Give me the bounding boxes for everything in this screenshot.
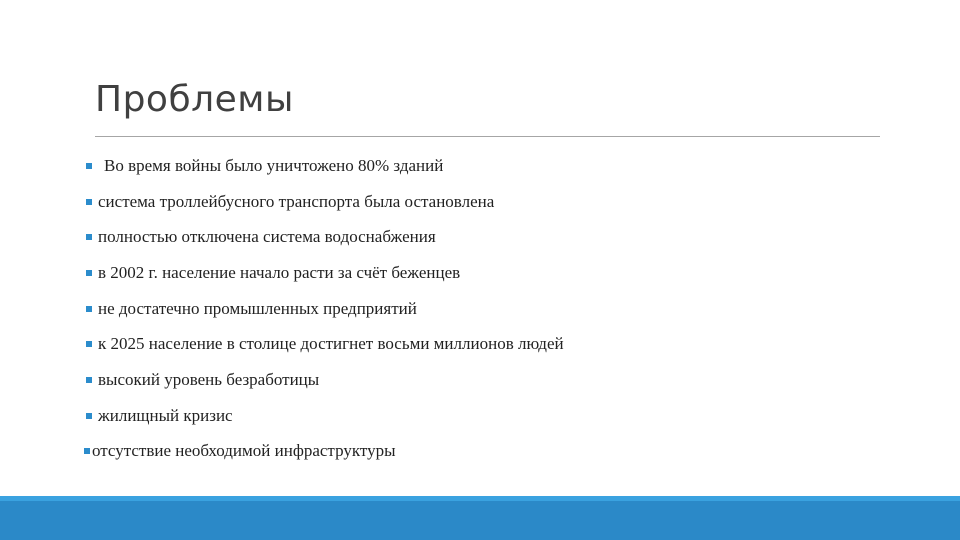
square-bullet-icon (86, 306, 92, 312)
square-bullet-icon (86, 377, 92, 383)
title-divider (95, 136, 880, 137)
footer-accent-highlight (0, 496, 960, 501)
square-bullet-icon (86, 163, 92, 169)
list-item (86, 255, 564, 291)
square-bullet-icon (86, 341, 92, 347)
list-item (86, 398, 564, 434)
square-bullet-icon (86, 270, 92, 276)
list-item (86, 291, 564, 327)
bullet-text: жилищный кризис (98, 405, 233, 425)
bullet-text: система троллейбусного транспорта была остановлена (98, 191, 495, 211)
list-item (86, 148, 564, 184)
bullet-text: полностью отключена система водоснабжения (98, 227, 436, 247)
footer-accent-bar (0, 496, 960, 540)
square-bullet-icon (86, 199, 92, 205)
list-item (86, 219, 564, 255)
bullet-text: к 2025 население в столице достигнет восьми миллионов людей (98, 334, 564, 354)
square-bullet-icon (86, 234, 92, 240)
list-item (86, 362, 564, 398)
list-item (86, 184, 564, 220)
bullet-text: Во время войны было уничтожено 80% зданий (104, 155, 444, 175)
bullet-text: отсутствие необходимой инфраструктуры (92, 441, 396, 461)
bullet-list (86, 148, 564, 469)
bullet-text: высокий уровень безработицы (98, 369, 320, 389)
bullet-text: не достатечно промышленных предприятий (98, 298, 417, 318)
bullet-text: в 2002 г. население начало расти за счёт беженцев (98, 262, 461, 282)
slide-title: Проблемы (95, 79, 294, 120)
list-item (86, 434, 564, 470)
list-item (86, 326, 564, 362)
square-bullet-icon (86, 413, 92, 419)
square-bullet-icon (84, 448, 90, 454)
